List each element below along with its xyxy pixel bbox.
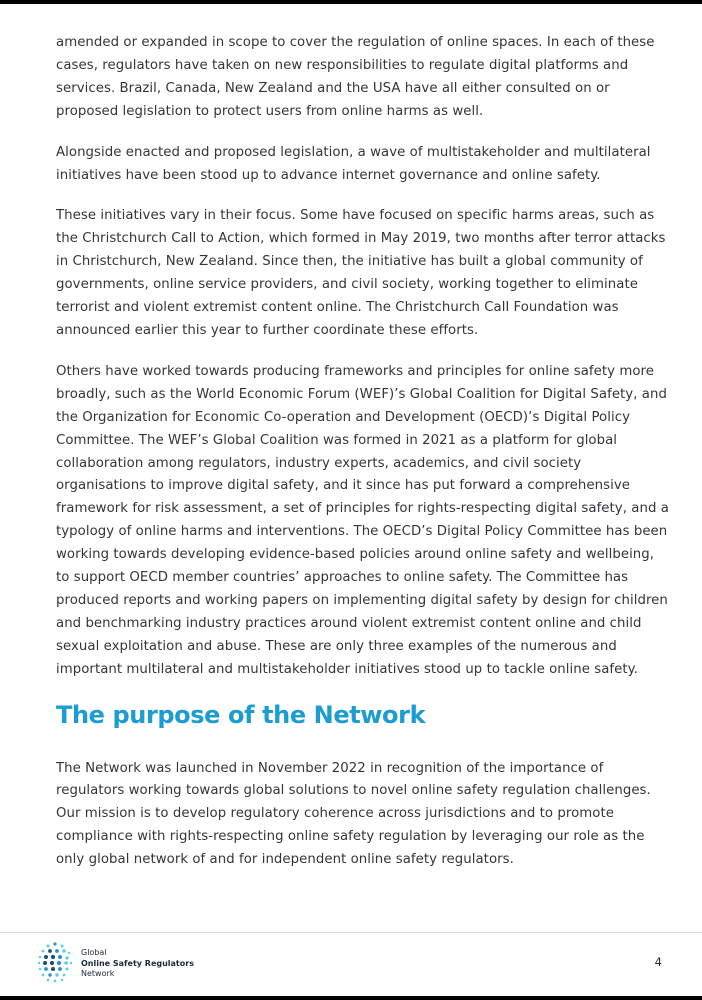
paragraph-christchurch-call: These initiatives vary in their focus. Some have focused on specific harms areas, such as the Christchurch Call to Action, which formed in May 2019, two months after terror attacks in Christchurch, New Zealand. Since then, the initiative has built a global community of governments, online service providers, and civil society, working together to eliminate terrorist and violent extremist content online. The Christchurch Call Foundation was announced earlier this year to further coordinate these efforts. (56, 208, 666, 338)
logo-line-global: Global (81, 948, 107, 957)
logo-line-online-safety-regulators: Online Safety Regulators (81, 958, 194, 968)
top-edge-bar (0, 0, 702, 4)
section-heading-network-purpose: The purpose of the Network (56, 700, 426, 729)
network-logo-wordmark (81, 948, 194, 980)
network-globe-logo-icon (36, 940, 74, 984)
page-body (56, 32, 670, 890)
page-footer (36, 938, 666, 988)
bottom-edge-bar (0, 996, 702, 1000)
paragraph-legislation-scope: amended or expanded in scope to cover the regulation of online spaces. In each of these cases, regulators have taken on new responsibilities to regulate digital platforms and services. Brazil, Canada, New Zealand and the USA have all either consulted on or proposed legislation to protect users from online harms as well. (56, 35, 655, 119)
paragraph-frameworks-wef-oecd: Others have worked towards producing frameworks and principles for online safety more broadly, such as the World Economic Forum (WEF)’s Global Coalition for Digital Safety, and the Organization for Economic Co-operation and Development (OECD)’s Digital Policy Committee. The WEF’s Global Coalition was formed in 2021 as a platform for global collaboration among regulators, industry experts, academics, and civil society organisations to improve digital safety, and it since has put forward a comprehensive framework for risk assessment, a set of principles for rights-respecting digital safety, and a typology of online harms and interventions. The OECD’s Digital Policy Committee has been working towards developing evidence-based policies around online safety and wellbeing, to support OECD member countries’ approaches to online safety. The Committee has produced reports and working papers on implementing digital safety by design for children and benchmarking industry practices around violent extremist content online and child sexual exploitation and abuse. These are only three examples of the numerous and important multilateral and multistakeholder initiatives stood up to tackle online safety. (56, 363, 669, 677)
logo-line-network: Network (81, 969, 115, 978)
page-number: 4 (654, 955, 662, 969)
paragraph-multistakeholder-initiatives: Alongside enacted and proposed legislation, a wave of multistakeholder and multilateral initiatives have been stood up to advance internet governance and online safety. (56, 144, 651, 183)
paragraph-network-mission: The Network was launched in November 2022 in recognition of the importance of regulators working towards global solutions to novel online safety regulation challenges. Our mission is to develop regulatory coherence across jurisdictions and to promote compliance with rights-respecting online safety regulation by leveraging our role as the only global network of and for independent online safety regulators. (56, 760, 651, 868)
footer-divider (0, 932, 702, 933)
